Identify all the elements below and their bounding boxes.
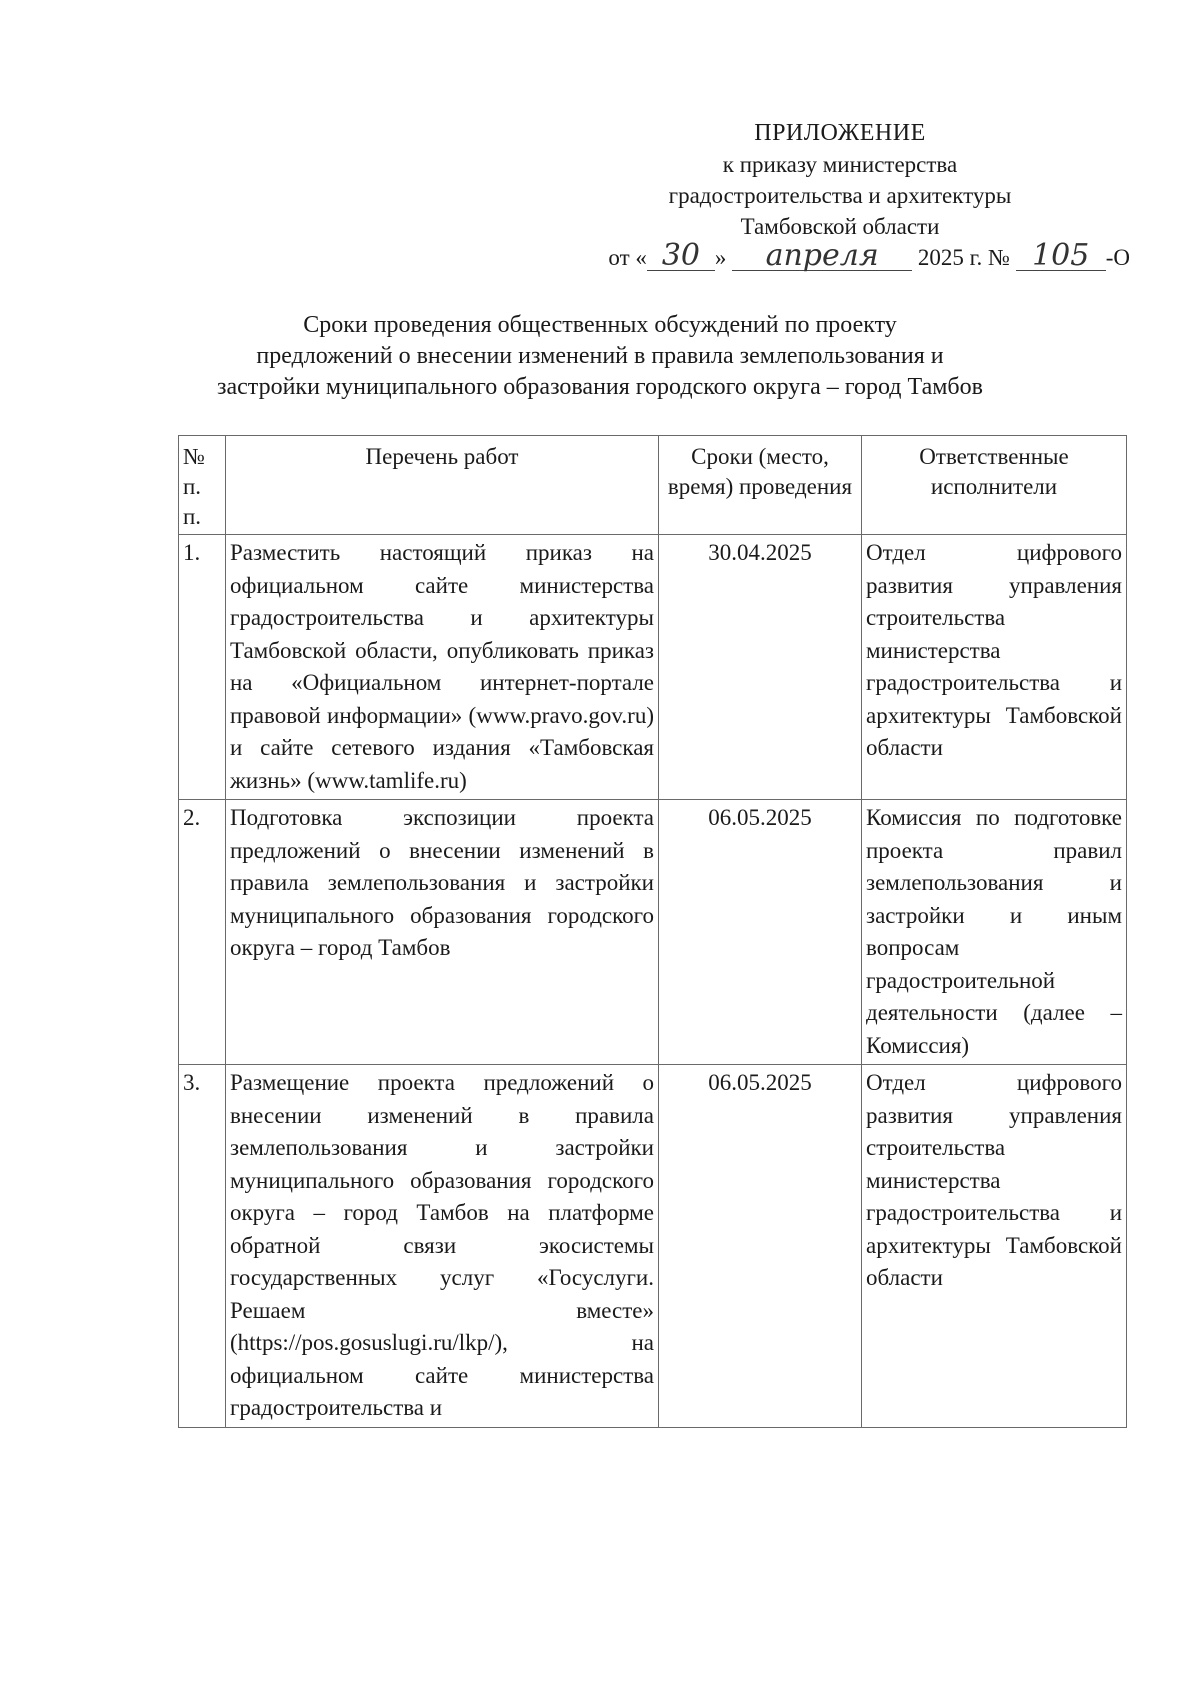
document-title — [160, 310, 1040, 403]
row-date: 06.05.2025 — [659, 800, 862, 1065]
document-title-line-2: предложений о внесении изменений в правила землепользования и — [256, 343, 944, 369]
row-number: 3. — [179, 1065, 226, 1428]
handwritten-order-number: 105 — [1016, 242, 1106, 271]
table-row — [179, 535, 1127, 800]
header-works: Перечень работ — [226, 436, 659, 535]
date-mid: » — [714, 245, 727, 270]
row-date: 30.04.2025 — [659, 535, 862, 800]
appendix-header — [560, 118, 1130, 273]
row-work: Размещение проекта предложений о внесении изменений в правила землепользования и застройки муниципального образования городского округа – город Тамбов на платформе обратной связи экосистемы государственных услуг «Госуслуги. Решаем вместе» (https://pos.gosuslugi.ru/lkp/), на официальном сайте министерства градостроительства и — [226, 1065, 659, 1428]
order-year: 2025 г. № — [917, 245, 1010, 270]
row-responsible: Комиссия по подготовке проекта правил землепользования и застройки и иным вопросам градостроительной деятельности (далее – Комиссия) — [862, 800, 1127, 1065]
order-suffix: -О — [1105, 245, 1130, 270]
table-row — [179, 1065, 1127, 1428]
row-work: Разместить настоящий приказ на официальном сайте министерства градостроительства и архитектуры Тамбовской области, опубликовать приказ на «Официальном интернет-портале правовой информации» (www.pravo.gov.ru) и сайте сетевого издания «Тамбовская жизнь» (www.tamlife.ru) — [226, 535, 659, 800]
appendix-line-2: градостроительства и архитектуры — [668, 183, 1012, 208]
row-responsible: Отдел цифрового развития управления строительства министерства градостроительства и архитектуры Тамбовской области — [862, 1065, 1127, 1428]
row-work: Подготовка экспозиции проекта предложений о внесении изменений в правила землепользования и застройки муниципального образования городского округа – город Тамбов — [226, 800, 659, 1065]
appendix-line-1: к приказу министерства — [722, 152, 958, 177]
appendix-line-3: Тамбовской области — [740, 214, 940, 239]
date-prefix: от « — [608, 245, 647, 270]
header-number: № п. п. — [179, 436, 226, 535]
row-number: 2. — [179, 800, 226, 1065]
row-responsible: Отдел цифрового развития управления строительства министерства градостроительства и архитектуры Тамбовской области — [862, 535, 1127, 800]
works-table — [178, 435, 1127, 1428]
document-title-line-1: Сроки проведения общественных обсуждений по проекту — [303, 312, 897, 338]
header-responsible: Ответственные исполнители — [862, 436, 1127, 535]
handwritten-day: 30 — [647, 242, 715, 271]
appendix-title: ПРИЛОЖЕНИЕ — [754, 120, 926, 146]
handwritten-month: апреля — [732, 242, 912, 271]
table-header-row — [179, 436, 1127, 535]
order-date-line — [560, 238, 1130, 273]
header-dates: Сроки (место, время) проведения — [659, 436, 862, 535]
table-row — [179, 800, 1127, 1065]
row-number: 1. — [179, 535, 226, 800]
row-date: 06.05.2025 — [659, 1065, 862, 1428]
document-title-line-3: застройки муниципального образования городского округа – город Тамбов — [217, 374, 983, 400]
